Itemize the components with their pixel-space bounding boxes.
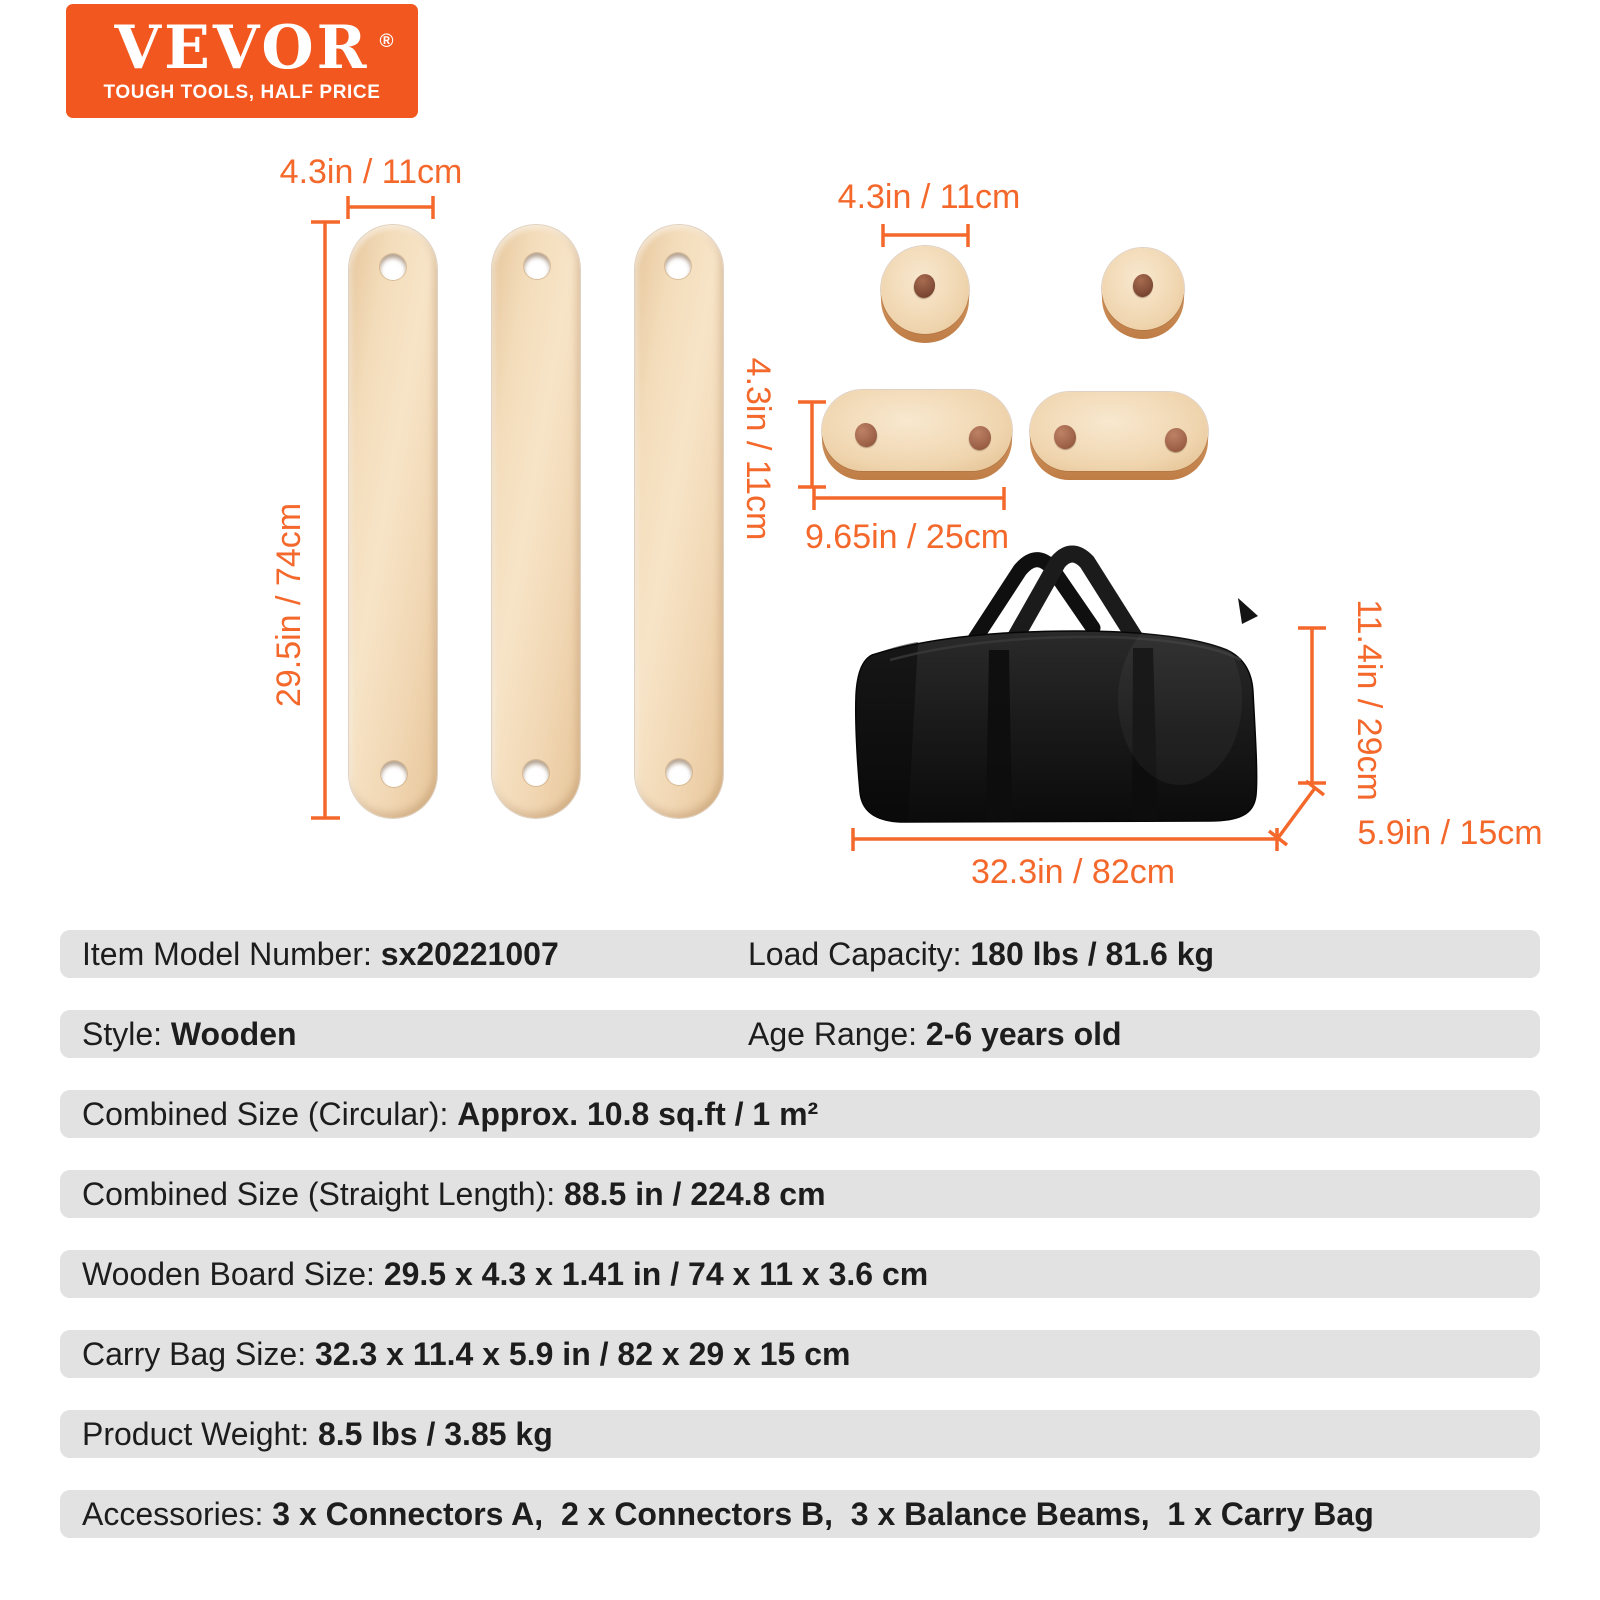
registered-trademark-icon: ® — [379, 31, 394, 52]
board-width-dimension — [348, 196, 433, 219]
bag-height-dimension-label: 11.4in / 29cm — [1350, 599, 1388, 801]
spec-row-1 — [60, 930, 1540, 978]
spec-cell-left — [82, 1330, 850, 1378]
spec-value: 3 x Connectors A, 2 x Connectors B, 3 x Balance Beams, 1 x Carry Bag — [272, 1496, 1374, 1532]
spec-label: Combined Size (Circular): — [82, 1096, 458, 1132]
bag-depth-dimension-label: 5.9in / 15cm — [1357, 814, 1543, 852]
oval-width-dimension — [798, 402, 826, 487]
spec-label: Age Range: — [748, 1016, 926, 1052]
spec-label: Carry Bag Size: — [82, 1336, 315, 1372]
spec-row-5 — [60, 1250, 1540, 1298]
spec-cell-left — [82, 1410, 553, 1458]
spec-row-7 — [60, 1410, 1540, 1458]
spec-row-3 — [60, 1090, 1540, 1138]
bag-depth-dimension — [1269, 781, 1324, 845]
spec-cell-right — [748, 930, 1214, 978]
spec-value: sx20221007 — [380, 936, 559, 972]
spec-cell-left — [82, 1090, 818, 1138]
spec-value: 2-6 years old — [925, 1016, 1122, 1052]
spec-cell-left — [82, 1490, 1374, 1538]
spec-row-6 — [60, 1330, 1540, 1378]
board-length-dimension-label: 29.5in / 74cm — [270, 502, 308, 708]
board-length-dimension — [311, 222, 340, 818]
spec-value: 29.5 x 4.3 x 1.41 in / 74 x 11 x 3.6 cm — [383, 1256, 929, 1292]
brand-text: VEVOR — [114, 13, 370, 83]
spec-cell-left — [82, 1170, 826, 1218]
board-width-dimension-label: 4.3in / 11cm — [279, 153, 463, 191]
bag-length-dimension — [853, 828, 1277, 851]
spec-cell-right — [748, 1010, 1122, 1058]
spec-label: Style: — [82, 1016, 171, 1052]
spec-value: 8.5 lbs / 3.85 kg — [317, 1416, 553, 1452]
spec-label: Combined Size (Straight Length): — [82, 1176, 565, 1212]
spec-row-8 — [60, 1490, 1540, 1538]
brand-tagline: TOUGH TOOLS, HALF PRICE — [103, 82, 381, 103]
spec-value: Approx. 10.8 sq.ft / 1 m² — [457, 1096, 819, 1132]
round-connector-dimension-label: 4.3in / 11cm — [837, 178, 1021, 216]
round-connector-dimension — [883, 224, 968, 247]
spec-value: Wooden — [170, 1016, 297, 1052]
spec-value: 88.5 in / 224.8 cm — [564, 1176, 826, 1212]
spec-row-4 — [60, 1170, 1540, 1218]
spec-label: Load Capacity: — [748, 936, 971, 972]
spec-cell-left — [82, 930, 559, 978]
spec-label: Accessories: — [82, 1496, 273, 1532]
bag-length-dimension-label: 32.3in / 82cm — [970, 853, 1176, 891]
oval-length-dimension-label: 9.65in / 25cm — [804, 518, 1010, 556]
spec-cell-left — [82, 1010, 297, 1058]
spec-label: Wooden Board Size: — [82, 1256, 384, 1292]
spec-cell-left — [82, 1250, 928, 1298]
spec-row-2 — [60, 1010, 1540, 1058]
spec-label: Item Model Number: — [82, 936, 381, 972]
spec-label: Product Weight: — [82, 1416, 318, 1452]
spec-value: 32.3 x 11.4 x 5.9 in / 82 x 29 x 15 cm — [314, 1336, 851, 1372]
oval-width-dimension-label: 4.3in / 11cm — [739, 357, 777, 541]
bag-height-dimension — [1298, 628, 1326, 783]
spec-value: 180 lbs / 81.6 kg — [970, 936, 1215, 972]
oval-length-dimension — [814, 487, 1004, 510]
